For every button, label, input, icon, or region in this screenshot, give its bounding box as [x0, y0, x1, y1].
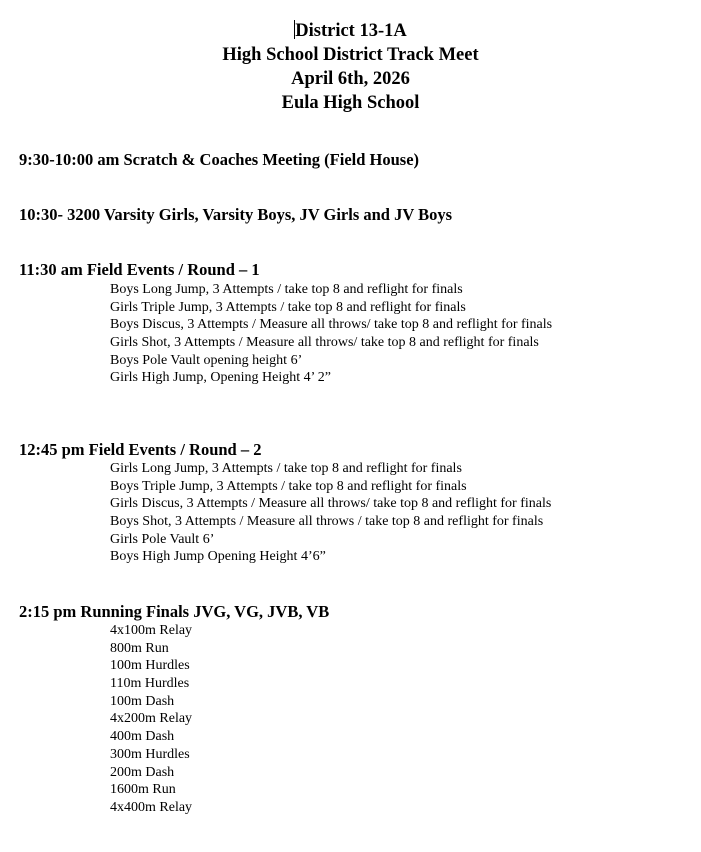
list-item: 1600m Run — [110, 782, 176, 798]
finals-heading: 2:15 pm Running Finals JVG, VG, JVB, VB — [19, 602, 330, 621]
list-item: 100m Dash — [110, 693, 175, 709]
header-meet-title: High School District Track Meet — [222, 45, 479, 65]
list-item: Boys Long Jump, 3 Attempts / take top 8 and reflight for finals — [110, 282, 463, 297]
list-item: Girls Triple Jump, 3 Attempts / take top 8 and reflight for finals — [110, 299, 466, 315]
round2-heading: 12:45 pm Field Events / Round – 2 — [19, 440, 262, 459]
meeting-heading: 9:30-10:00 am Scratch & Coaches Meeting (Field House) — [19, 150, 420, 169]
list-item: Boys High Jump Opening Height 4’6” — [110, 549, 326, 565]
round1-event-list — [110, 281, 552, 387]
list-item: Boys Discus, 3 Attempts / Measure all throws/ take top 8 and reflight for finals — [110, 317, 553, 333]
list-item: 4x400m Relay — [110, 799, 193, 815]
list-item: Boys Shot, 3 Attempts / Measure all throws / take top 8 and reflight for finals — [110, 514, 544, 530]
header-location: Eula High School — [281, 93, 420, 113]
list-item: 4x100m Relay — [110, 623, 193, 638]
list-item: Boys Pole Vault opening height 6’ — [110, 352, 303, 368]
header-district-text: District 13-1A — [295, 21, 407, 41]
list-item: Girls Long Jump, 3 Attempts / take top 8 and reflight for finals — [110, 461, 462, 476]
round1-heading: 11:30 am Field Events / Round – 1 — [19, 260, 260, 279]
run-3200-heading: 10:30- 3200 Varsity Girls, Varsity Boys, JV Girls and JV Boys — [19, 205, 453, 224]
document-header — [0, 19, 701, 115]
header-district — [0, 19, 701, 43]
round2-event-list — [110, 460, 551, 566]
list-item: Girls Shot, 3 Attempts / Measure all throws/ take top 8 and reflight for finals — [110, 335, 539, 351]
finals-event-list — [110, 622, 192, 817]
list-item: 100m Hurdles — [110, 658, 190, 674]
list-item: 110m Hurdles — [110, 676, 190, 692]
header-date: April 6th, 2026 — [291, 69, 410, 89]
list-item: 400m Dash — [110, 729, 175, 745]
list-item: 4x200m Relay — [110, 711, 193, 727]
list-item: 300m Hurdles — [110, 746, 190, 762]
list-item: Girls Pole Vault 6’ — [110, 531, 215, 547]
list-item: Girls High Jump, Opening Height 4’ 2” — [110, 370, 331, 386]
list-item: 200m Dash — [110, 764, 175, 780]
list-item: Boys Triple Jump, 3 Attempts / take top 8 and reflight for finals — [110, 478, 467, 494]
list-item: 800m Run — [110, 640, 169, 656]
list-item: Girls Discus, 3 Attempts / Measure all throws/ take top 8 and reflight for finals — [110, 496, 552, 512]
